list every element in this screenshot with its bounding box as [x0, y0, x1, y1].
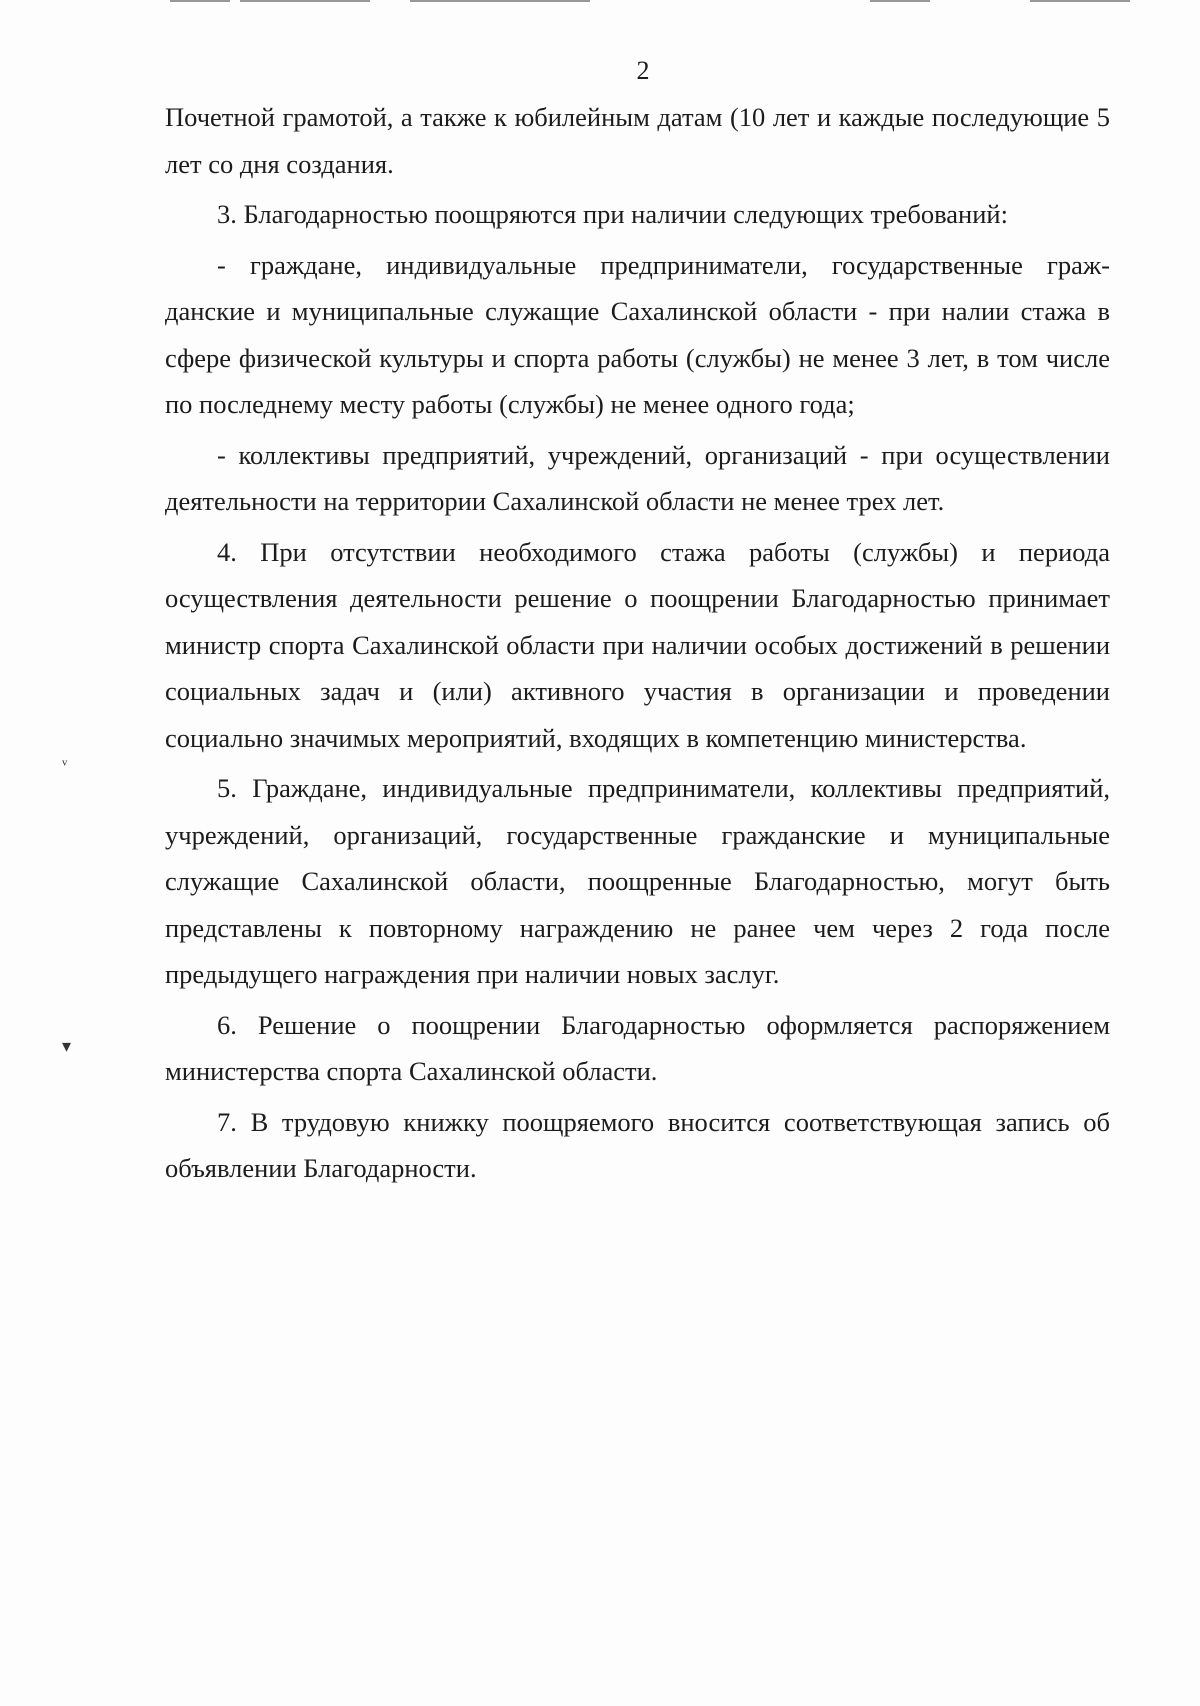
paragraph-3-item-collectives: - коллективы предприятий, учреждений, организаций - при осуществлении деятельности на территории Сахалинской области не менее трех лет.	[165, 439, 1110, 516]
scan-artifact-top	[170, 0, 1130, 2]
paragraph-7: 7. В трудовую книжку поощряемого вносится соответствующая запись об объявлении Благодарности.	[165, 1106, 1110, 1183]
paragraph-3-item-citizens: - граждане, индивидуальные предприниматели, государственные граж-данские и муниципальные служащие Сахалинской области - при налии стажа в сфере физической культуры и спорта работы (службы) не менее 3 лет, в том числе по последнему месту работы (службы) не менее одного года;	[165, 249, 1110, 419]
paragraph-3: 3. Благодарностью поощряются при наличии следующих требований:	[217, 199, 1008, 229]
paragraph-5: 5. Граждане, индивидуальные предприниматели, коллективы предприятий, учреждений, организаций, государственные гражданские и муниципальные служащие Сахалинской области, поощренные Благодарностью, могут быть представлены к повторному награждению не ранее чем через 2 года после предыдущего награждения при наличии новых заслуг.	[165, 773, 1110, 989]
paragraph-4: 4. При отсутствии необходимого стажа работы (службы) и периода осуществления деятельности решение о поощрении Благодарностью принимает министр спорта Сахалинской области при наличии особых достижений в решении социальных задач и (или) активного участия в организации и проведении социально значимых мероприятий, входящих в компетенцию министерства.	[165, 536, 1110, 753]
document-body	[165, 94, 1110, 1192]
paragraph-6: 6. Решение о поощрении Благодарностью оформляется распоряжением министерства спорта Сахалинской области.	[165, 1009, 1110, 1086]
scan-artifact-mark: ▾	[62, 1036, 72, 1056]
page-number: 2	[636, 56, 650, 85]
paragraph-continuation: Почетной грамотой, а также к юбилейным датам (10 лет и каждые последующие 5 лет со дня создания.	[165, 102, 1110, 179]
scan-artifact-mark: ᵥ	[62, 748, 68, 768]
